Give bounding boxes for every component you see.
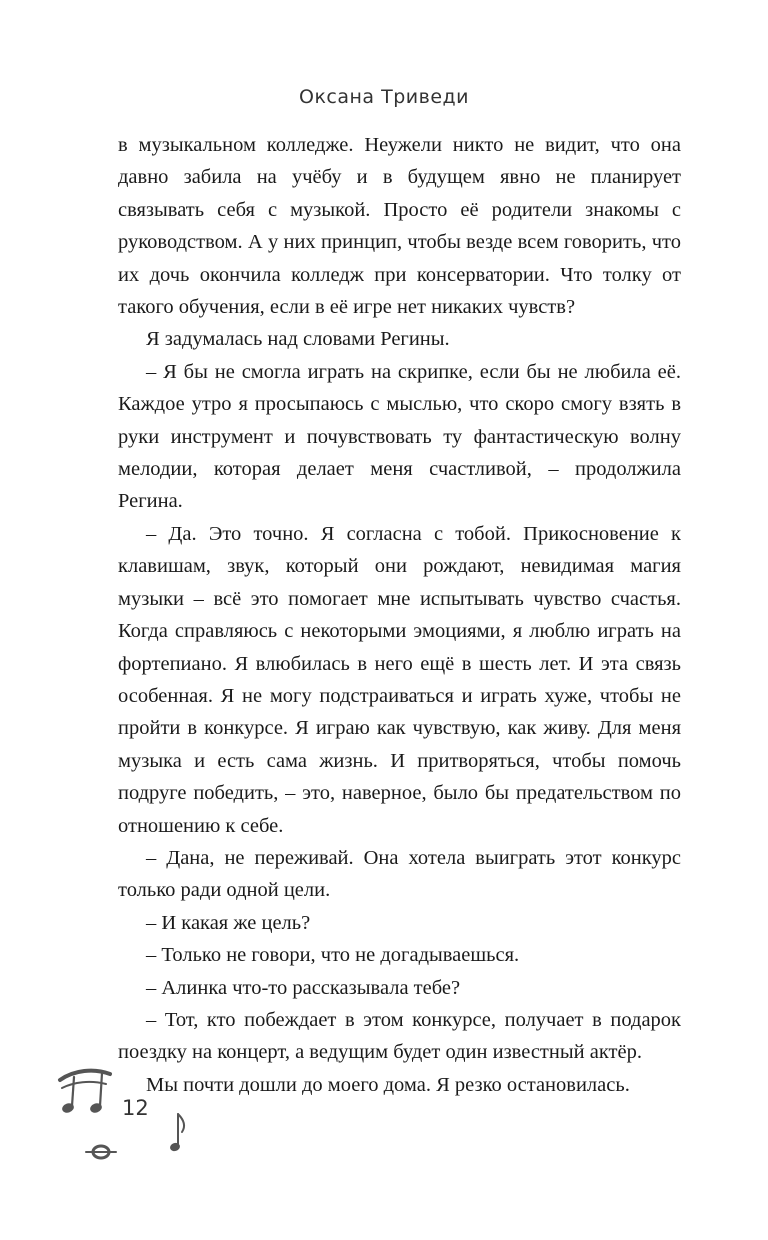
beamed-eighth-notes-icon: [56, 1060, 116, 1120]
dialogue-line: – Дана, не переживай. Она хотела выиграть этот конкурс только ради одной цели.: [118, 846, 681, 902]
running-head-title: Оксана Триведи: [298, 86, 469, 108]
dialogue-line: – Да. Это точно. Я согласна с тобой. Прикосновение к клавишам, звук, который они рождают, невидимая магия музыки – всё это помогает мне испытывать чувство счастья. Когда справляюсь с некоторыми эмоциями, я люблю играть на фортепиано. Я влюбилась в него ещё в шесть лет. И эта связь особенная. Я не могу подстраиваться и играть хуже, чтобы не пройти в конкурсе. Я играю как чувствую, как живу. Для меня музыка и есть сама жизнь. И притворяться, чтобы помочь подруге победить, – это, наверное, было бы предательством по отношению к себе.: [118, 522, 681, 837]
dialogue-line: – Только не говори, что не догадываешься.: [146, 944, 520, 967]
eighth-note-icon: [168, 1110, 190, 1156]
dialogue-line: – И какая же цель?: [146, 911, 311, 934]
dialogue-line: – Тот, кто побеждает в этом конкурсе, получает в подарок поездку на концерт, а ведущим будет один известный актёр.: [118, 1008, 681, 1064]
paragraph-continued: в музыкальном колледже. Неужели никто не видит, что она давно забила на учёбу и в будущем явно не планирует связывать себя с музыкой. Просто её родители знакомы с руководством. А у них принцип, чтобы везде всем говорить, что их дочь окончила колледж при консерватории. Что толку от такого обучения, если в её игре нет никаких чувств?: [118, 134, 681, 319]
dialogue-line: – Я бы не смогла играть на скрипке, если бы не любила её. Каждое утро я просыпаюсь с мыслью, что скоро смогу взять в руки инструмент и почувствовать ту фантастическую волну мелодии, которая делает меня счастливой, – продолжила Регина.: [118, 360, 681, 513]
dialogue-line: – Алинка что-то рассказывала тебе?: [146, 976, 461, 999]
paragraph: Мы почти дошли до моего дома. Я резко остановилась.: [146, 1073, 630, 1096]
whole-note-icon: [84, 1140, 118, 1164]
page-number: 12: [122, 1096, 149, 1120]
paragraph: Я задумалась над словами Регины.: [146, 328, 450, 351]
body-text: [118, 129, 681, 1101]
